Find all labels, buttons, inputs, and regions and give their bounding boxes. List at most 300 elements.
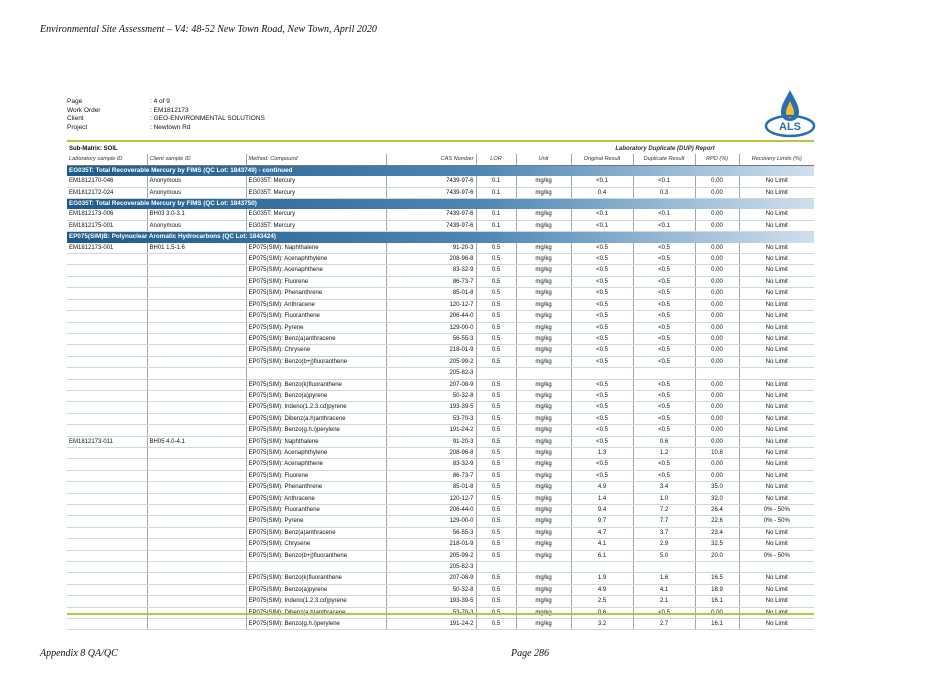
cell-lor: 0.5 <box>476 333 516 344</box>
cell-compound: EP075(SIM): Benzo(k)fluoranthene <box>246 573 386 584</box>
cell-unit: mg/kg <box>516 254 571 265</box>
cell-unit: mg/kg <box>516 276 571 287</box>
cell-cas: 218-01-9 <box>386 539 476 550</box>
cell-rpd: 32.5 <box>695 539 739 550</box>
table-row <box>67 493 814 504</box>
cell-client <box>147 527 246 538</box>
cell-limit: No Limit <box>739 413 814 424</box>
cell-orig: 9.4 <box>571 505 633 516</box>
cell-compound: EP075(SIM): Dibenz(a.h)anthracene <box>246 413 386 424</box>
cell-lab <box>67 596 147 607</box>
cell-lor: 0.5 <box>476 299 516 310</box>
cell-unit: mg/kg <box>516 345 571 356</box>
cell-dup: <0.1 <box>633 209 695 220</box>
cell-limit: No Limit <box>739 402 814 413</box>
cell-limit <box>739 562 814 573</box>
report-title: Laboratory Duplicate (DUP) Report <box>615 146 715 152</box>
cell-lab <box>67 539 147 550</box>
section-title: EG035T: Total Recoverable Mercury by FIMS (QC Lot: 1843750) <box>67 199 814 210</box>
cell-limit: 0% - 50% <box>739 516 814 527</box>
cell-client <box>147 299 246 310</box>
cell-limit: No Limit <box>739 619 814 630</box>
cell-lab <box>67 459 147 470</box>
cell-orig <box>571 368 633 379</box>
cell-lab <box>67 254 147 265</box>
cell-compound: EP075(SIM): Fluorene <box>246 276 386 287</box>
cell-unit: mg/kg <box>516 493 571 504</box>
cell-cas: 86-73-7 <box>386 276 476 287</box>
cell-client: Anonymous <box>147 176 246 187</box>
cell-cas: 91-20-3 <box>386 243 476 254</box>
cell-unit: mg/kg <box>516 482 571 493</box>
cell-dup: 1.2 <box>633 447 695 458</box>
cell-orig: 1.3 <box>571 447 633 458</box>
table-row <box>67 220 814 231</box>
cell-dup: <0.5 <box>633 470 695 481</box>
cell-compound: EG035T: Mercury <box>246 220 386 231</box>
cell-dup: <0.5 <box>633 243 695 254</box>
cell-limit: No Limit <box>739 333 814 344</box>
meta-value: : 4 of 9 <box>150 98 170 105</box>
logo-text: ALS <box>779 121 801 133</box>
cell-rpd: 16.5 <box>695 573 739 584</box>
cell-compound: EP075(SIM): Benz(a)anthracene <box>246 333 386 344</box>
meta-row <box>67 107 265 116</box>
table-row <box>67 356 814 367</box>
cell-compound: EP075(SIM): Anthracene <box>246 493 386 504</box>
cell-cas: 86-73-7 <box>386 470 476 481</box>
cell-unit: mg/kg <box>516 220 571 231</box>
cell-orig: <0.5 <box>571 402 633 413</box>
cell-client <box>147 584 246 595</box>
cell-dup: <0.5 <box>633 402 695 413</box>
cell-lor: 0.1 <box>476 220 516 231</box>
cell-client <box>147 345 246 356</box>
cell-compound: EP075(SIM): Fluoranthene <box>246 311 386 322</box>
cell-dup: <0.5 <box>633 413 695 424</box>
cell-cas: 218-01-9 <box>386 345 476 356</box>
cell-unit: mg/kg <box>516 550 571 561</box>
cell-client <box>147 379 246 390</box>
cell-compound: EP075(SIM): Benz(a)anthracene <box>246 527 386 538</box>
cell-lab: EM1812173-001 <box>67 243 147 254</box>
cell-rpd: 0.00 <box>695 425 739 436</box>
cell-rpd: 0.00 <box>695 379 739 390</box>
cell-lab <box>67 390 147 401</box>
cell-compound: EP075(SIM): Benzo(a)pyrene <box>246 390 386 401</box>
cell-rpd: 0.00 <box>695 311 739 322</box>
cell-unit: mg/kg <box>516 333 571 344</box>
cell-lor <box>476 562 516 573</box>
cell-client <box>147 516 246 527</box>
cell-cas: 191-24-2 <box>386 619 476 630</box>
cell-lor: 0.5 <box>476 505 516 516</box>
cell-compound: EP075(SIM): Chrysene <box>246 345 386 356</box>
cell-client <box>147 482 246 493</box>
report-meta <box>67 98 265 132</box>
cell-unit: mg/kg <box>516 356 571 367</box>
cell-rpd: 20.0 <box>695 550 739 561</box>
cell-limit: No Limit <box>739 482 814 493</box>
cell-limit: No Limit <box>739 390 814 401</box>
cell-limit: No Limit <box>739 187 814 198</box>
cell-limit: No Limit <box>739 459 814 470</box>
cell-compound: EP075(SIM): Fluoranthene <box>246 505 386 516</box>
cell-lab: EM1812173-011 <box>67 436 147 447</box>
cell-lor: 0.5 <box>476 243 516 254</box>
cell-limit: No Limit <box>739 596 814 607</box>
cell-orig: 4.1 <box>571 539 633 550</box>
cell-compound: EP075(SIM): Indeno(1.2.3.cd)pyrene <box>246 402 386 413</box>
cell-lab <box>67 356 147 367</box>
top-rule <box>67 140 814 142</box>
cell-compound: EP075(SIM): Naphthalene <box>246 243 386 254</box>
cell-rpd: 0.00 <box>695 209 739 220</box>
cell-lab <box>67 493 147 504</box>
cell-dup: <0.5 <box>633 288 695 299</box>
bottom-rule <box>67 613 814 615</box>
cell-rpd: 0.00 <box>695 288 739 299</box>
table-row <box>67 288 814 299</box>
cell-rpd: 0.00 <box>695 356 739 367</box>
cell-lab <box>67 447 147 458</box>
cell-orig: <0.1 <box>571 209 633 220</box>
cell-lor: 0.5 <box>476 516 516 527</box>
cell-limit: No Limit <box>739 573 814 584</box>
cell-lor: 0.5 <box>476 436 516 447</box>
cell-limit: No Limit <box>739 425 814 436</box>
cell-cas: 129-00-0 <box>386 322 476 333</box>
cell-dup: 7.7 <box>633 516 695 527</box>
cell-lab <box>67 516 147 527</box>
cell-cas: 85-01-8 <box>386 288 476 299</box>
cell-dup: 2.1 <box>633 596 695 607</box>
table-row <box>67 447 814 458</box>
cell-limit: No Limit <box>739 209 814 220</box>
cell-compound: EP075(SIM): Benzo(g.h.i)perylene <box>246 425 386 436</box>
cell-orig: <0.5 <box>571 288 633 299</box>
cell-cas: 83-32-9 <box>386 459 476 470</box>
cell-dup: <0.5 <box>633 333 695 344</box>
cell-rpd: 0.00 <box>695 187 739 198</box>
cell-client <box>147 413 246 424</box>
cell-orig: 1.4 <box>571 493 633 504</box>
table-row <box>67 425 814 436</box>
cell-limit: No Limit <box>739 254 814 265</box>
col-header: Original Result <box>571 154 633 165</box>
cell-limit: No Limit <box>739 220 814 231</box>
cell-lab <box>67 299 147 310</box>
cell-orig: 9.7 <box>571 516 633 527</box>
cell-unit: mg/kg <box>516 265 571 276</box>
cell-lor: 0.5 <box>476 482 516 493</box>
cell-unit: mg/kg <box>516 379 571 390</box>
cell-client <box>147 368 246 379</box>
col-header: CAS Number <box>386 154 476 165</box>
cell-lor: 0.5 <box>476 470 516 481</box>
cell-unit: mg/kg <box>516 447 571 458</box>
cell-cas: 120-12-7 <box>386 299 476 310</box>
cell-unit <box>516 368 571 379</box>
cell-client <box>147 539 246 550</box>
cell-unit: mg/kg <box>516 436 571 447</box>
cell-rpd: 0.00 <box>695 299 739 310</box>
cell-lor: 0.5 <box>476 390 516 401</box>
cell-dup: 7.2 <box>633 505 695 516</box>
table-row <box>67 596 814 607</box>
cell-rpd: 0.00 <box>695 276 739 287</box>
table-row <box>67 299 814 310</box>
cell-lab <box>67 470 147 481</box>
cell-rpd: 0.00 <box>695 459 739 470</box>
cell-dup: <0.5 <box>633 425 695 436</box>
cell-client <box>147 619 246 630</box>
cell-unit: mg/kg <box>516 390 571 401</box>
cell-rpd: 18.9 <box>695 584 739 595</box>
cell-client <box>147 459 246 470</box>
cell-dup: <0.5 <box>633 265 695 276</box>
cell-client <box>147 254 246 265</box>
cell-compound: EP075(SIM): Acenaphthylene <box>246 447 386 458</box>
table-row <box>67 516 814 527</box>
meta-label: Client <box>67 115 84 123</box>
cell-unit: mg/kg <box>516 596 571 607</box>
cell-lor: 0.5 <box>476 459 516 470</box>
cell-lab <box>67 413 147 424</box>
cell-orig: <0.5 <box>571 299 633 310</box>
cell-dup: <0.5 <box>633 322 695 333</box>
cell-limit: No Limit <box>739 322 814 333</box>
table-row <box>67 390 814 401</box>
cell-orig: 4.9 <box>571 584 633 595</box>
cell-rpd <box>695 562 739 573</box>
cell-client <box>147 447 246 458</box>
cell-dup: 0.6 <box>633 436 695 447</box>
meta-value: : EM1812173 <box>150 106 189 114</box>
cell-unit: mg/kg <box>516 299 571 310</box>
col-header: Unit <box>516 154 571 165</box>
cell-rpd: 35.0 <box>695 482 739 493</box>
cell-dup: 2.9 <box>633 539 695 550</box>
cell-client <box>147 425 246 436</box>
cell-rpd: 0.00 <box>695 265 739 276</box>
cell-dup: <0.1 <box>633 176 695 187</box>
cell-lab <box>67 368 147 379</box>
cell-unit: mg/kg <box>516 516 571 527</box>
cell-dup: <0.5 <box>633 311 695 322</box>
cell-cas: 208-96-8 <box>386 447 476 458</box>
duplicate-report-table <box>67 144 814 630</box>
cell-dup: 1.0 <box>633 493 695 504</box>
cell-cas: 56-55-3 <box>386 333 476 344</box>
cell-dup: <0.5 <box>633 276 695 287</box>
cell-client <box>147 402 246 413</box>
cell-client <box>147 596 246 607</box>
cell-cas: 191-24-2 <box>386 425 476 436</box>
cell-rpd: 0.00 <box>695 254 739 265</box>
cell-unit: mg/kg <box>516 459 571 470</box>
cell-lor: 0.5 <box>476 413 516 424</box>
table-row <box>67 470 814 481</box>
cell-orig: <0.5 <box>571 390 633 401</box>
cell-lor: 0.5 <box>476 550 516 561</box>
cell-orig: <0.5 <box>571 345 633 356</box>
cell-orig: <0.1 <box>571 176 633 187</box>
cell-rpd: 0.00 <box>695 345 739 356</box>
cell-compound: EG035T: Mercury <box>246 176 386 187</box>
cell-lor: 0.1 <box>476 187 516 198</box>
table-row <box>67 368 814 379</box>
cell-limit: No Limit <box>739 288 814 299</box>
cell-rpd: 32.0 <box>695 493 739 504</box>
cell-lab <box>67 402 147 413</box>
cell-limit: No Limit <box>739 276 814 287</box>
col-header: Client sample ID <box>147 154 246 165</box>
section-header-row <box>67 232 814 243</box>
cell-unit: mg/kg <box>516 527 571 538</box>
cell-cas: 206-44-0 <box>386 311 476 322</box>
cell-compound: EP075(SIM): Acenaphthylene <box>246 254 386 265</box>
table-row <box>67 459 814 470</box>
cell-lor <box>476 368 516 379</box>
table-row <box>67 573 814 584</box>
cell-lab <box>67 482 147 493</box>
section-header-row <box>67 199 814 210</box>
cell-cas: 205-82-3 <box>386 368 476 379</box>
cell-cas: 206-44-0 <box>386 505 476 516</box>
cell-lor: 0.5 <box>476 596 516 607</box>
cell-orig: <0.5 <box>571 356 633 367</box>
cell-orig: 4.7 <box>571 527 633 538</box>
cell-rpd: 0.00 <box>695 220 739 231</box>
cell-limit: No Limit <box>739 176 814 187</box>
cell-lor: 0.5 <box>476 425 516 436</box>
cell-limit: No Limit <box>739 265 814 276</box>
cell-unit: mg/kg <box>516 539 571 550</box>
cell-dup: <0.1 <box>633 220 695 231</box>
cell-rpd: 26.4 <box>695 505 739 516</box>
cell-dup: <0.5 <box>633 459 695 470</box>
cell-dup <box>633 562 695 573</box>
cell-lab <box>67 276 147 287</box>
document-header: Environmental Site Assessment – V4: 48-52 New Town Road, New Town, April 2020 <box>40 24 377 35</box>
cell-compound: EP075(SIM): Benzo(g.h.i)perylene <box>246 619 386 630</box>
table-row <box>67 176 814 187</box>
cell-cas: 207-08-9 <box>386 379 476 390</box>
cell-orig: <0.5 <box>571 413 633 424</box>
cell-lab: EM1812173-006 <box>67 209 147 220</box>
cell-limit: No Limit <box>739 345 814 356</box>
cell-compound: EP075(SIM): Acenaphthene <box>246 265 386 276</box>
cell-compound: EG035T: Mercury <box>246 209 386 220</box>
cell-cas: 129-00-0 <box>386 516 476 527</box>
cell-dup: <0.5 <box>633 379 695 390</box>
cell-rpd: 0.00 <box>695 402 739 413</box>
cell-lor: 0.5 <box>476 447 516 458</box>
cell-client: Anonymous <box>147 187 246 198</box>
cell-lab <box>67 527 147 538</box>
cell-rpd: 0.00 <box>695 436 739 447</box>
cell-lab <box>67 619 147 630</box>
cell-orig: 3.2 <box>571 619 633 630</box>
table-row <box>67 550 814 561</box>
cell-cas: 208-96-8 <box>386 254 476 265</box>
table-row <box>67 505 814 516</box>
cell-compound: EP075(SIM): Anthracene <box>246 299 386 310</box>
cell-lor: 0.5 <box>476 311 516 322</box>
meta-label: Work Order <box>67 106 101 114</box>
cell-orig: <0.5 <box>571 459 633 470</box>
cell-lab <box>67 584 147 595</box>
cell-unit: mg/kg <box>516 573 571 584</box>
cell-cas: 7439-97-6 <box>386 176 476 187</box>
cell-lor: 0.5 <box>476 527 516 538</box>
cell-lor: 0.5 <box>476 345 516 356</box>
cell-unit: mg/kg <box>516 209 571 220</box>
cell-client: BH01 1.5-1.6 <box>147 243 246 254</box>
cell-client: Anonymous <box>147 220 246 231</box>
cell-lab <box>67 288 147 299</box>
cell-compound <box>246 562 386 573</box>
cell-client: BH05 4.0-4.1 <box>147 436 246 447</box>
cell-compound: EP075(SIM): Benzo(k)fluoranthene <box>246 379 386 390</box>
cell-cas: 50-32-8 <box>386 390 476 401</box>
cell-client <box>147 493 246 504</box>
cell-limit: No Limit <box>739 379 814 390</box>
cell-limit: No Limit <box>739 243 814 254</box>
col-header: Duplicate Result <box>633 154 695 165</box>
cell-compound: EP075(SIM): Benzo(b+j)fluoranthene <box>246 356 386 367</box>
cell-client <box>147 311 246 322</box>
cell-cas: 50-32-8 <box>386 584 476 595</box>
table-row <box>67 322 814 333</box>
col-header: Recovery Limits (%) <box>739 154 814 165</box>
table-row <box>67 243 814 254</box>
table-row <box>67 276 814 287</box>
cell-client: BH03 3.0-3.1 <box>147 209 246 220</box>
cell-lor: 0.5 <box>476 265 516 276</box>
cell-lor: 0.1 <box>476 209 516 220</box>
meta-row <box>67 124 265 133</box>
cell-orig: 1.9 <box>571 573 633 584</box>
table-row <box>67 311 814 322</box>
cell-rpd: 0.00 <box>695 176 739 187</box>
table-row <box>67 619 814 630</box>
cell-unit: mg/kg <box>516 288 571 299</box>
cell-client <box>147 470 246 481</box>
cell-client <box>147 356 246 367</box>
cell-rpd: 16.1 <box>695 596 739 607</box>
cell-lor: 0.5 <box>476 379 516 390</box>
cell-compound: EP075(SIM): Naphthalene <box>246 436 386 447</box>
cell-compound: EG035T: Mercury <box>246 187 386 198</box>
cell-lab <box>67 333 147 344</box>
cell-limit: No Limit <box>739 470 814 481</box>
table-row <box>67 527 814 538</box>
cell-lor: 0.5 <box>476 322 516 333</box>
cell-client <box>147 550 246 561</box>
table-row <box>67 413 814 424</box>
section-title: EG035T: Total Recoverable Mercury by FIMS (QC Lot: 1843749) - continued <box>67 165 814 176</box>
cell-lor: 0.5 <box>476 584 516 595</box>
table-row <box>67 345 814 356</box>
cell-rpd: 0.00 <box>695 470 739 481</box>
cell-lab: EM1812175-001 <box>67 220 147 231</box>
cell-lab <box>67 562 147 573</box>
table-body <box>67 165 814 630</box>
cell-rpd: 23.4 <box>695 527 739 538</box>
meta-row <box>67 115 265 124</box>
